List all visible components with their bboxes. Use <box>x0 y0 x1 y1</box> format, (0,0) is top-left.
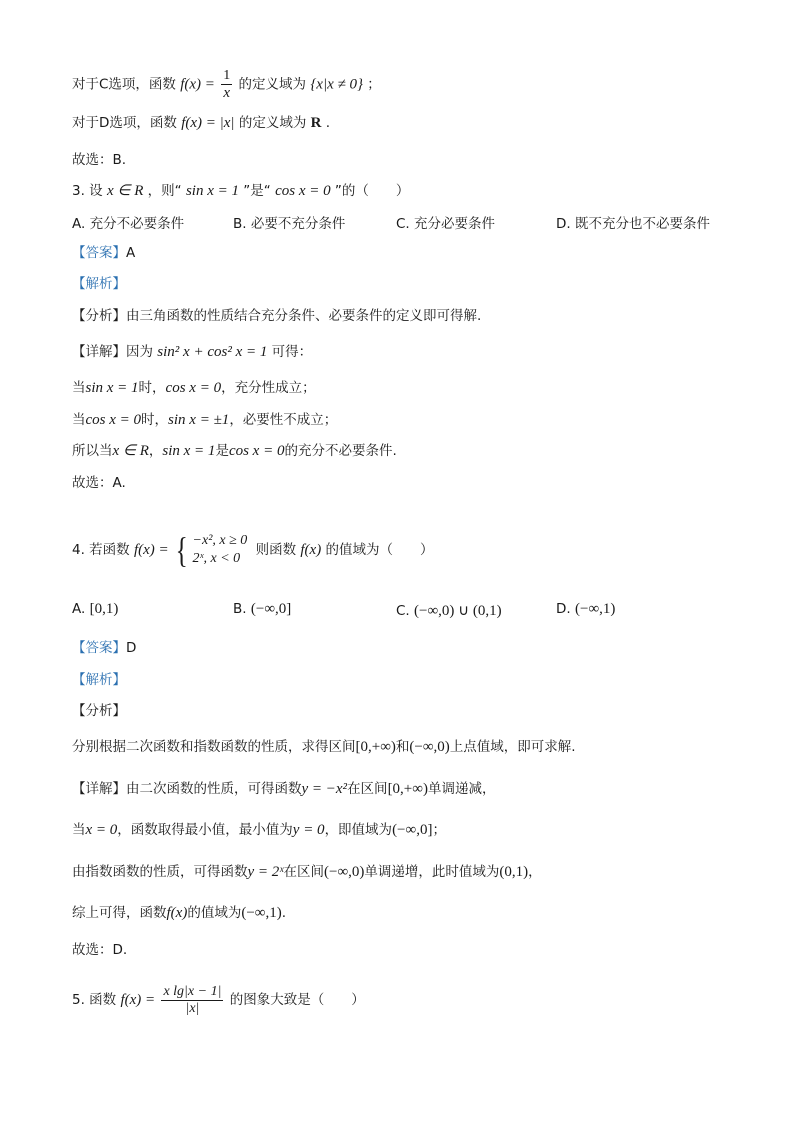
text: 由三角函数的性质结合充分条件、必要条件的定义即可得解. <box>126 308 482 324</box>
text: 4. 若函数 <box>72 542 130 558</box>
piecewise-cases <box>193 532 248 568</box>
math: f(x) = <box>120 992 156 1008</box>
text: 在区间 <box>283 864 325 880</box>
option-label: D. <box>556 601 571 617</box>
tag: 【详解】 <box>72 344 126 360</box>
math: y = 0 <box>292 822 325 838</box>
answer-value: A <box>126 245 136 261</box>
option-label: C. <box>396 603 410 619</box>
option-a <box>72 601 118 618</box>
math: sin x = 1 <box>85 380 139 396</box>
math: (−∞,0] <box>250 601 292 617</box>
denominator: |x| <box>185 1000 200 1016</box>
text: 是 <box>215 443 229 459</box>
math: [0,1) <box>89 601 119 617</box>
fraction <box>161 984 223 1017</box>
text: 当 <box>72 412 86 428</box>
math: [0,+∞) <box>355 739 396 755</box>
analysis-label: 【解析】 <box>72 672 126 688</box>
text-line <box>72 701 126 721</box>
text-line <box>72 940 127 960</box>
math: {x|x ≠ 0} <box>310 76 363 93</box>
math: [0,+∞) <box>387 781 428 797</box>
text: ； <box>367 76 381 93</box>
math: sin x = 1 <box>162 443 216 459</box>
math: (−∞,1) <box>574 601 616 617</box>
text: 对于C选项，函数 <box>72 76 176 93</box>
text-line <box>72 410 337 430</box>
answer-line <box>72 243 135 263</box>
text-line <box>72 342 312 362</box>
math: cos x = 0 <box>165 380 222 396</box>
text: ，必要性不成立； <box>229 412 338 428</box>
text-line <box>72 737 576 757</box>
option-b: B. 必要不充分条件 <box>233 216 346 232</box>
text: 可得： <box>271 344 313 360</box>
text: 当 <box>72 822 86 838</box>
math: cos x = 0 <box>228 443 285 459</box>
answer-value: D <box>126 640 137 656</box>
math: (−∞,0) <box>324 864 365 880</box>
numerator: x lg|x − 1| <box>163 983 222 999</box>
answer-line <box>72 638 136 658</box>
text-line <box>72 306 481 326</box>
text: 当 <box>72 380 86 396</box>
text-line <box>72 779 495 799</box>
text: 时， <box>138 380 166 396</box>
option-a: A. 充分不必要条件 <box>72 216 185 232</box>
text: 故选：D. <box>72 942 128 958</box>
denominator: x <box>223 85 231 101</box>
math: f(x) = <box>180 76 215 93</box>
analysis-label: 【解析】 <box>72 276 126 292</box>
text: 因为 <box>126 344 153 360</box>
math: x ∈ R <box>106 183 144 199</box>
case-2: 2ˣ, x < 0 <box>192 551 241 566</box>
analysis-tag <box>72 670 126 690</box>
text: 单调递减， <box>427 781 496 797</box>
math: (−∞,0] <box>392 822 433 838</box>
text: ； <box>432 822 446 838</box>
text: 的值域为（ ） <box>325 542 434 558</box>
text-line <box>72 473 126 493</box>
answer-tag: 【答案】 <box>72 640 126 656</box>
fraction <box>221 68 232 101</box>
text: 故选：A. <box>72 475 126 491</box>
option-c: C. 充分必要条件 <box>396 216 496 232</box>
text-line <box>72 68 381 101</box>
text: 单调递增，此时值域为 <box>364 864 500 880</box>
math: y = 2ˣ <box>247 864 284 880</box>
question-3 <box>72 181 409 201</box>
text: 综上可得，函数 <box>72 905 167 921</box>
question-4 <box>72 532 434 568</box>
text-line <box>72 903 286 923</box>
option-label: B. <box>233 601 247 617</box>
option-d <box>556 601 615 618</box>
text: 的图象大致是（ ） <box>229 992 365 1008</box>
text: 由二次函数的性质，可得函数 <box>126 781 302 797</box>
math: (−∞,0) ∪ (0,1) <box>414 603 502 619</box>
text: 的充分不必要条件. <box>284 443 397 459</box>
math: f(x) <box>300 542 322 558</box>
math: sin x = ±1 <box>168 412 230 428</box>
math: (0,1) <box>499 864 529 880</box>
text-line <box>72 113 330 133</box>
math: cos x = 0 <box>275 183 331 199</box>
text: 故选：B. <box>72 152 127 168</box>
text: 上点值域，即可求解. <box>449 739 576 755</box>
math: (−∞,0) <box>409 739 450 755</box>
text: ，函数取得最小值，最小值为 <box>117 822 293 838</box>
tag: 【详解】 <box>72 781 126 797</box>
text: 5. 函数 <box>72 992 117 1008</box>
math: sin² x + cos² x = 1 <box>157 344 268 360</box>
option-label: A. <box>72 601 86 617</box>
text: 时， <box>141 412 169 428</box>
math: R <box>310 115 322 131</box>
text: ，充分性成立； <box>221 380 316 396</box>
answer-tag: 【答案】 <box>72 245 126 261</box>
option-c <box>396 601 502 620</box>
text-line <box>72 150 126 170</box>
text-line <box>72 441 397 461</box>
question-5 <box>72 980 365 1020</box>
text: ， <box>528 864 542 880</box>
math: f(x) <box>166 905 188 921</box>
text-line <box>72 862 542 882</box>
tag: 【分析】 <box>72 703 126 719</box>
text: 所以当 <box>72 443 113 459</box>
option-b <box>233 601 291 618</box>
text: 在区间 <box>347 781 388 797</box>
numerator: 1 <box>223 68 231 83</box>
text: 由指数函数的性质，可得函数 <box>72 864 248 880</box>
text: ，则“ <box>147 183 182 199</box>
math: x = 0 <box>85 822 118 838</box>
text: ”的（ ） <box>334 183 410 199</box>
math: cos x = 0 <box>85 412 142 428</box>
text-line <box>72 820 446 840</box>
text: 则函数 <box>255 542 297 558</box>
tag: 【分析】 <box>72 308 126 324</box>
text: . <box>281 905 287 921</box>
math: f(x) = <box>133 542 169 558</box>
option-d: D. 既不充分也不必要条件 <box>556 216 710 232</box>
brace: { <box>175 530 188 570</box>
text: 的定义域为 <box>238 76 307 93</box>
text: 3. 设 <box>72 183 103 199</box>
text: ”是“ <box>243 183 271 199</box>
math: f(x) = |x| <box>181 115 235 131</box>
text: 的值域为 <box>187 905 242 921</box>
text: 分别根据二次函数和指数函数的性质，求得区间 <box>72 739 356 755</box>
math: (−∞,1) <box>241 905 282 921</box>
text: 和 <box>395 739 410 755</box>
text: ， <box>148 443 163 459</box>
text: 对于D选项，函数 <box>72 115 177 131</box>
text-line <box>72 378 316 398</box>
text: ，即值域为 <box>324 822 393 838</box>
math: y = −x² <box>301 781 348 797</box>
text: . <box>325 115 331 131</box>
case-1: −x², x ≥ 0 <box>192 533 248 548</box>
text: 的定义域为 <box>238 115 307 131</box>
math: sin x = 1 <box>185 183 239 199</box>
math: x ∈ R <box>112 443 149 459</box>
analysis-tag <box>72 274 126 294</box>
